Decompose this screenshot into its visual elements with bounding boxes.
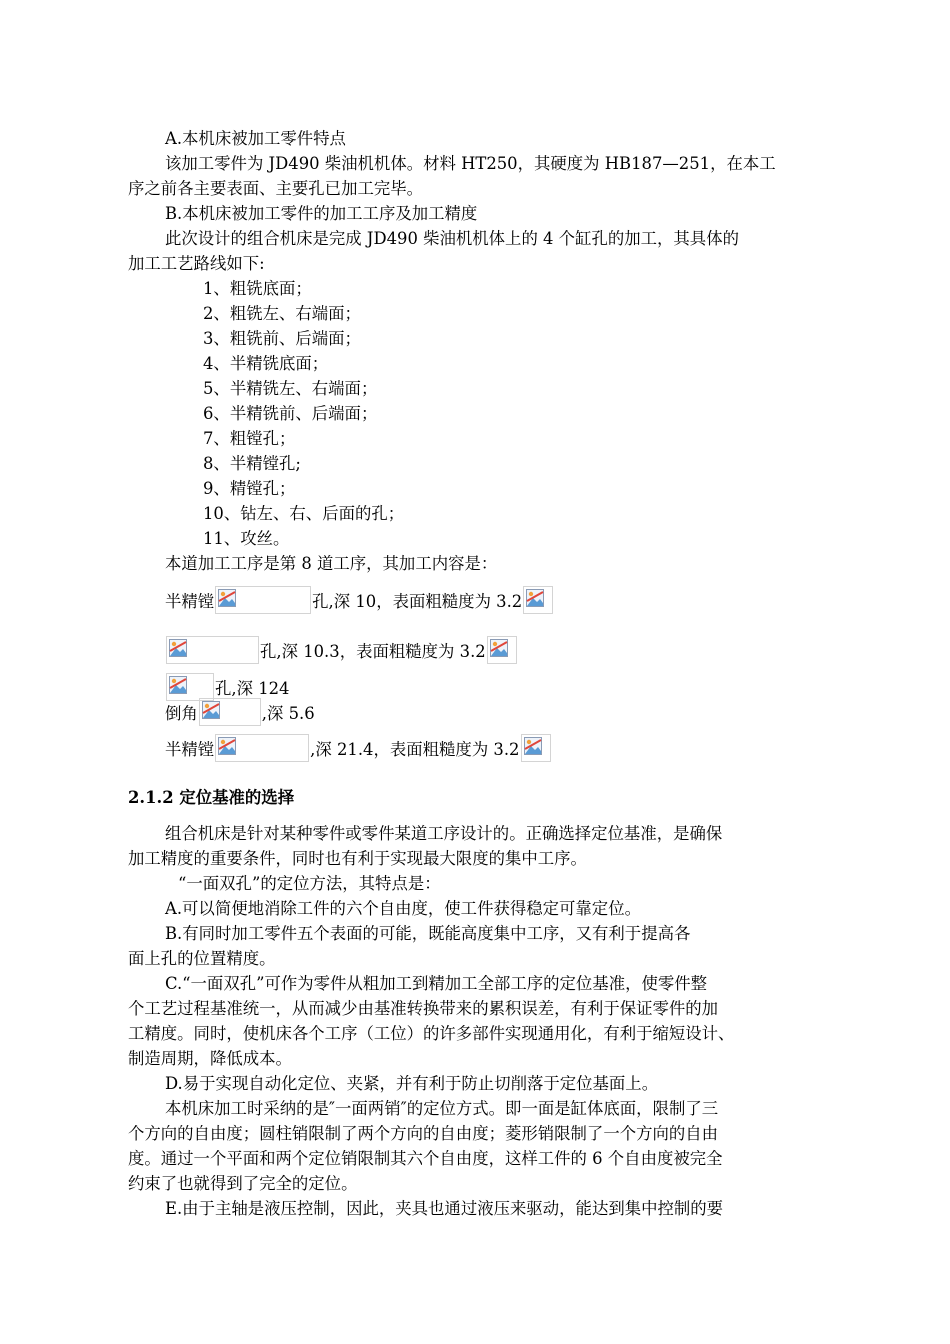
body-line: 加工精度的重要条件，同时也有利于实现最大限度的集中工序。: [128, 849, 587, 868]
body-line: D.易于实现自动化定位、夹紧，并有利于防止切削落于定位基面上。: [165, 1074, 659, 1093]
operation-text: 孔,深 10，表面粗糙度为 3.2: [312, 592, 523, 611]
process-step: 7、粗镗孔；: [203, 429, 296, 448]
paragraph-a-line-2: 序之前各主要表面、主要孔已加工完毕。: [128, 179, 424, 198]
body-line: “一面双孔”的定位方法，其特点是：: [178, 874, 441, 893]
broken-image-icon: [166, 673, 214, 701]
operation-text: 孔,深 124: [215, 679, 290, 698]
process-step: 1、粗铣底面；: [203, 279, 312, 298]
operation-text: 半精镗: [165, 740, 215, 759]
body-line: 面上孔的位置精度。: [128, 949, 276, 968]
section-number: 2.1.2: [128, 788, 174, 807]
process-step: 8、半精镗孔;: [203, 454, 301, 473]
body-line: B.有同时加工零件五个表面的可能，既能高度集中工序，又有利于提高各: [165, 924, 691, 943]
body-line: A.可以简便地消除工件的六个自由度，使工件获得稳定可靠定位。: [165, 899, 641, 918]
section-heading: [128, 785, 294, 810]
body-line: 个工艺过程基准统一，从而减少由基准转换带来的累积误差，有利于保证零件的加: [128, 999, 719, 1018]
section-title: 定位基准的选择: [179, 788, 295, 807]
operation-line-1: [165, 586, 554, 614]
body-line: 制造周期，降低成本。: [128, 1049, 292, 1068]
process-step: 5、半精铣左、右端面；: [203, 379, 378, 398]
body-line: 约束了也就得到了完全的定位。: [128, 1174, 358, 1193]
body-line: 个方向的自由度；圆柱销限制了两个方向的自由度；菱形销限制了一个方向的自由: [128, 1124, 719, 1143]
operation-text: ,深 21.4，表面粗糙度为 3.2: [310, 740, 520, 759]
broken-image-icon: [215, 586, 311, 614]
process-step: 11、攻丝。: [203, 529, 290, 548]
body-line: C.“一面双孔”可作为零件从粗加工到精加工全部工序的定位基准，使零件整: [165, 974, 708, 993]
process-step: 10、钻左、右、后面的孔；: [203, 504, 405, 523]
paragraph-b-line-2: 加工工艺路线如下:: [128, 254, 265, 273]
operation-text: 半精镗: [165, 592, 215, 611]
operation-line-4: [165, 698, 315, 726]
body-line: 度。通过一个平面和两个定位销限制其六个自由度，这样工件的 6 个自由度被完全: [128, 1149, 723, 1168]
broken-image-icon: [487, 636, 517, 664]
operation-line-3: [165, 673, 290, 701]
paragraph-a-line-1: 该加工零件为 JD490 柴油机机体。材料 HT250，其硬度为 HB187—251，在本工: [165, 154, 776, 173]
operation-intro: 本道加工工序是第 8 道工序，其加工内容是：: [165, 554, 498, 573]
operation-text: ,深 5.6: [261, 704, 315, 723]
broken-image-icon: [166, 636, 259, 664]
process-step: 4、半精铣底面；: [203, 354, 329, 373]
broken-image-icon: [215, 734, 309, 762]
broken-image-icon: [523, 586, 553, 614]
paragraph-b-title: B.本机床被加工零件的加工工序及加工精度: [165, 204, 478, 223]
body-line: E.由于主轴是液压控制，因此，夹具也通过液压来驱动，能达到集中控制的要: [165, 1199, 724, 1218]
process-step: 2、粗铣左、右端面；: [203, 304, 361, 323]
broken-image-icon: [521, 734, 551, 762]
process-step: 3、粗铣前、后端面；: [203, 329, 361, 348]
broken-image-icon: [199, 698, 261, 726]
paragraph-b-line-1: 此次设计的组合机床是完成 JD490 柴油机机体上的 4 个缸孔的加工，其具体的: [165, 229, 739, 248]
body-line: 组合机床是针对某种零件或零件某道工序设计的。正确选择定位基准，是确保: [165, 824, 723, 843]
operation-text: 孔,深 10.3，表面粗糙度为 3.2: [260, 642, 486, 661]
process-step: 9、精镗孔；: [203, 479, 296, 498]
operation-line-5: [165, 734, 552, 762]
process-step: 6、半精铣前、后端面；: [203, 404, 378, 423]
paragraph-a-title: A.本机床被加工零件特点: [165, 129, 346, 148]
body-line: 工精度。同时，使机床各个工序（工位）的许多部件实现通用化，有利于缩短设计、: [128, 1024, 735, 1043]
body-line: 本机床加工时采纳的是″一面两销″的定位方式。即一面是缸体底面，限制了三: [165, 1099, 719, 1118]
operation-text: 倒角: [165, 704, 198, 723]
operation-line-2: [165, 636, 518, 664]
